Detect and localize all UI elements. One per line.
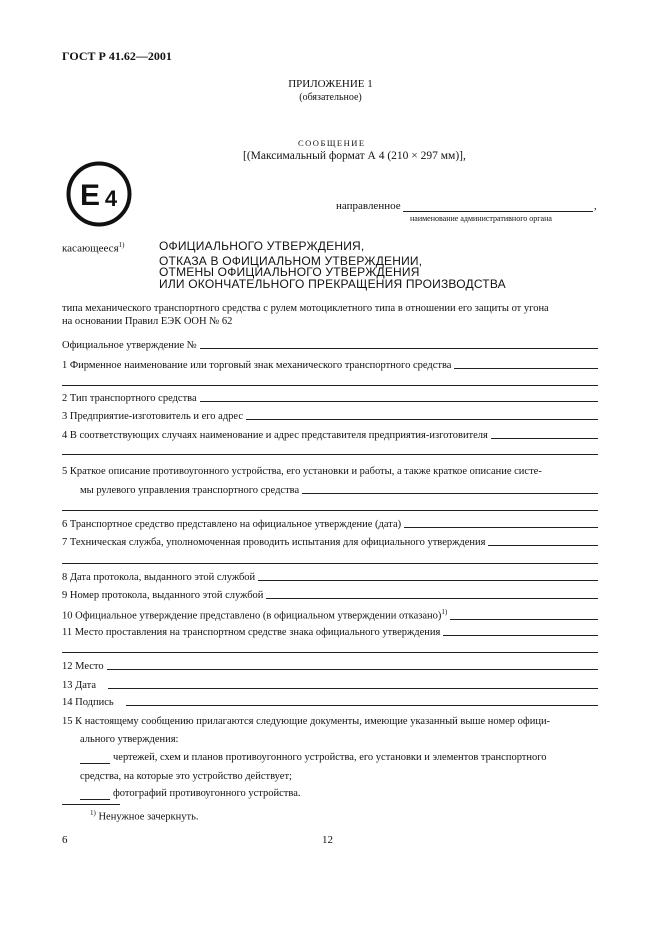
- item-2-label: 2 Тип транспортного средства: [62, 393, 197, 404]
- intro-line-1: типа механического транспортного средства с рулем мотоциклетного типа в отношении его защиты от угона: [62, 303, 549, 314]
- item-7-row: [62, 537, 598, 549]
- item-12-field[interactable]: [107, 669, 598, 670]
- item-5-field[interactable]: [302, 493, 598, 494]
- item-7-label: 7 Техническая служба, уполномоченная проводить испытания для официального утверждения: [62, 537, 486, 548]
- concerning-label-text: касающееся: [62, 242, 119, 255]
- intro-line-2: на основании Правил ЕЭК ООН № 62: [62, 316, 233, 327]
- item-11-label: 11 Место проставления на транспортном средстве знака официального утверждения: [62, 627, 441, 638]
- item-1-row: [62, 360, 598, 372]
- page-number-left: 6: [62, 834, 68, 846]
- item-11-row: [62, 627, 598, 639]
- item-3-field[interactable]: [246, 419, 598, 420]
- concerning-line-2: ОТКАЗА В ОФИЦИАЛЬНОМ УТВЕРЖДЕНИИ,: [159, 254, 423, 268]
- item-13-field[interactable]: [108, 688, 598, 689]
- item-3-label: 3 Предприятие-изготовитель и его адрес: [62, 411, 244, 422]
- appendix-subtitle: (обязательное): [299, 92, 362, 103]
- item-10-footnote-mark: 1): [441, 608, 448, 616]
- sent-to-caption: наименование административного органа: [410, 214, 552, 223]
- item-2-field[interactable]: [200, 401, 598, 402]
- approval-number-row: [62, 340, 598, 352]
- item-8-row: [62, 572, 598, 584]
- item-15-drawings-line-2: средства, на которые это устройство действует;: [80, 771, 292, 782]
- item-5-label-line-2: мы рулевого управления транспортного средства: [80, 485, 300, 496]
- item-5-row: [80, 485, 598, 497]
- item-14-label: 14 Подпись: [62, 697, 114, 708]
- item-5-label-line-1: 5 Краткое описание противоугонного устройства, его установки и работы, а также краткое описание систе-: [62, 466, 542, 477]
- standard-code: ГОСТ Р 41.62—2001: [62, 49, 172, 63]
- appendix-title: ПРИЛОЖЕНИЕ 1: [288, 78, 373, 90]
- item-1-label: 1 Фирменное наименование или торговый знак механического транспортного средства: [62, 360, 452, 371]
- item-1-field[interactable]: [454, 368, 598, 369]
- footnote-divider: [62, 804, 120, 805]
- concerning-footnote-mark: 1): [118, 241, 125, 249]
- concerning-label: [62, 241, 124, 255]
- emblem-letter: E: [79, 179, 101, 212]
- item-15-photos-line: фотографий противоугонного устройства.: [113, 788, 301, 799]
- item-4-field[interactable]: [491, 438, 598, 439]
- item-15-drawings-count-field[interactable]: [80, 763, 110, 764]
- item-10-text: 10 Официальное утверждение представлено (в официальном утверждении отказано): [62, 610, 442, 622]
- item-12-label: 12 Место: [62, 661, 104, 672]
- item-4-row: [62, 430, 598, 442]
- item-10-row: [62, 608, 598, 623]
- item-15-label-line-2: ального утверждения:: [80, 734, 179, 745]
- item-8-field[interactable]: [258, 580, 598, 581]
- concerning-line-3: ОТМЕНЫ ОФИЦИАЛЬНОГО УТВЕРЖДЕНИЯ: [159, 265, 420, 279]
- item-14-row: [62, 697, 598, 709]
- approval-number-field[interactable]: [200, 348, 598, 349]
- concerning-line-1: ОФИЦИАЛЬНОГО УТВЕРЖДЕНИЯ,: [159, 239, 365, 253]
- approval-emblem-icon: [65, 160, 133, 228]
- item-5-field-continued[interactable]: [62, 510, 598, 511]
- sent-to-label: направленное: [336, 200, 401, 212]
- sent-to-field[interactable]: [403, 211, 593, 212]
- item-9-label: 9 Номер протокола, выданного этой службой: [62, 590, 264, 601]
- footnote: [90, 809, 199, 824]
- item-6-row: [62, 519, 598, 531]
- sent-to-comma: ,: [594, 200, 597, 212]
- message-format: [(Максимальный формат А 4 (210 × 297 мм)],: [243, 150, 466, 162]
- item-14-field[interactable]: [126, 705, 598, 706]
- footnote-text: Ненужное зачеркнуть.: [98, 811, 199, 823]
- emblem-number: 4: [104, 186, 118, 211]
- item-15-label-line-1: 15 К настоящему сообщению прилагаются следующие документы, имеющие указанный выше номер офици-: [62, 716, 551, 727]
- item-10-label: [62, 608, 447, 623]
- footnote-mark: 1): [90, 809, 96, 817]
- item-9-field[interactable]: [266, 598, 598, 599]
- item-6-label: 6 Транспортное средство представлено на официальное утверждение (дата): [62, 519, 402, 530]
- item-6-field[interactable]: [404, 527, 598, 528]
- message-title: СООБЩЕНИЕ: [298, 138, 366, 148]
- item-3-row: [62, 411, 598, 423]
- item-13-label: 13 Дата: [62, 680, 97, 691]
- item-10-field[interactable]: [450, 619, 598, 620]
- item-9-row: [62, 590, 598, 602]
- concerning-line-4: ИЛИ ОКОНЧАТЕЛЬНОГО ПРЕКРАЩЕНИЯ ПРОИЗВОДСТВА: [159, 277, 506, 291]
- approval-number-label: Официальное утверждение №: [62, 340, 197, 351]
- item-15-drawings-line-1: чертежей, схем и планов противоугонного устройства, его установки и элементов транспортного: [113, 752, 547, 763]
- item-4-label: 4 В соответствующих случаях наименование и адрес представителя предприятия-изготовителя: [62, 430, 488, 441]
- item-7-field-continued[interactable]: [62, 563, 598, 564]
- item-1-field-continued[interactable]: [62, 385, 598, 386]
- item-11-field[interactable]: [443, 635, 598, 636]
- item-2-row: [62, 393, 598, 405]
- item-15-photos-count-field[interactable]: [80, 799, 110, 800]
- item-11-field-continued[interactable]: [62, 652, 598, 653]
- item-12-row: [62, 661, 598, 673]
- item-8-label: 8 Дата протокола, выданного этой службой: [62, 572, 256, 583]
- page-number-center: 12: [322, 834, 333, 846]
- item-4-field-continued[interactable]: [62, 454, 598, 455]
- item-13-row: [62, 680, 598, 692]
- item-7-field[interactable]: [488, 545, 598, 546]
